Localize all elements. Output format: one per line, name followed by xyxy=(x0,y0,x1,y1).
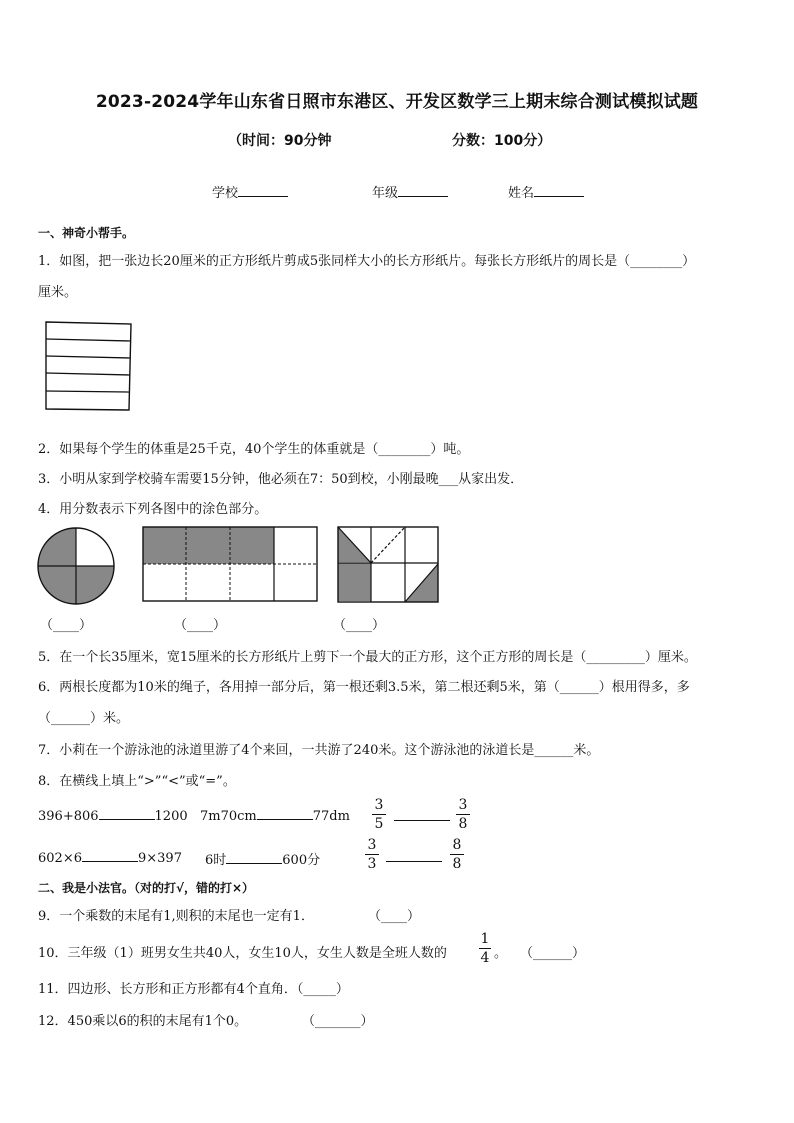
numerator: 3 xyxy=(458,797,468,813)
square-strips-figure xyxy=(44,320,136,414)
question-6-line1: 6．两根长度都为10米的绳子，各用掉一部分后，第一根还剩3.5米，第二根还剩5米，第（______）根用得多，多 xyxy=(38,680,690,695)
q4-answer-3[interactable]: （____） xyxy=(333,618,386,633)
q12-answer[interactable]: （_______） xyxy=(302,1014,374,1029)
compare-blank[interactable] xyxy=(394,808,450,821)
question-8: 8．在横线上填上“>”“<”或“=”。 xyxy=(38,774,236,789)
fraction-3-8 xyxy=(456,797,470,832)
grade-label: 年级 xyxy=(372,186,399,201)
grade-blank[interactable] xyxy=(398,184,448,197)
question-6-line2: （______）米。 xyxy=(38,711,130,726)
compare-left: 602×6 xyxy=(38,851,82,866)
compare-right: 600分 xyxy=(282,853,321,868)
numerator: 1 xyxy=(480,931,490,947)
school-field xyxy=(212,182,288,201)
compare-row1-b xyxy=(200,807,350,824)
compare-left: 396+806 xyxy=(38,809,99,824)
denominator: 5 xyxy=(374,816,384,832)
section-1-title: 一、神奇小帮手。 xyxy=(38,226,135,240)
numerator: 3 xyxy=(374,797,384,813)
school-blank[interactable] xyxy=(238,184,288,197)
question-3: 3．小明从家到学校骑车需要15分钟，他必须在7：50到校，小刚最晚___从家出发． xyxy=(38,472,524,487)
triangle-grid-figure xyxy=(336,525,442,605)
denominator: 4 xyxy=(480,950,490,966)
compare-right: 77dm xyxy=(312,809,350,824)
q4-answer-2[interactable]: （____） xyxy=(174,618,227,633)
denominator: 3 xyxy=(367,856,377,872)
question-12: 12．450乘以6的积的末尾有1个0。 xyxy=(38,1014,248,1029)
q4-answer-1[interactable]: （____） xyxy=(40,618,93,633)
compare-row2-a xyxy=(38,849,182,866)
numerator: 8 xyxy=(452,837,462,853)
rectangle-grid-figure xyxy=(141,525,319,603)
question-11: 11．四边形、长方形和正方形都有4个直角．（_____） xyxy=(38,982,349,997)
compare-right: 1200 xyxy=(154,809,188,824)
compare-left: 7m70cm xyxy=(200,809,257,824)
circle-fraction-figure xyxy=(36,526,116,606)
fraction-3-5 xyxy=(372,797,386,832)
fraction-3-3 xyxy=(365,837,379,872)
question-10-tail: 。 xyxy=(494,946,508,961)
compare-blank[interactable] xyxy=(99,807,155,820)
grade-field xyxy=(372,182,448,201)
compare-right: 9×397 xyxy=(137,851,182,866)
compare-row2-b xyxy=(205,849,320,868)
question-7: 7．小莉在一个游泳池的泳道里游了4个来回，一共游了240米。这个游泳池的泳道长是______米。 xyxy=(38,743,600,758)
section-2-title: 二、我是小法官。（对的打√，错的打×） xyxy=(38,881,255,895)
q10-answer[interactable]: （______） xyxy=(520,946,586,961)
numerator: 3 xyxy=(367,837,377,853)
question-4: 4．用分数表示下列各图中的涂色部分。 xyxy=(38,502,268,517)
fraction-8-8 xyxy=(450,837,464,872)
question-10: 10．三年级（1）班男女生共40人，女生10人，女生人数是全班人数的 xyxy=(38,946,447,961)
question-5: 5．在一个长35厘米，宽15厘米的长方形纸片上剪下一个最大的正方形，这个正方形的周长是（_________）厘米。 xyxy=(38,650,697,665)
name-field xyxy=(508,182,584,201)
compare-blank[interactable] xyxy=(257,807,313,820)
question-2: 2．如果每个学生的体重是25千克，40个学生的体重就是（________）吨。 xyxy=(38,442,470,457)
q9-answer[interactable]: （____） xyxy=(368,909,421,924)
name-blank[interactable] xyxy=(534,184,584,197)
name-label: 姓名 xyxy=(508,186,535,201)
time-limit: （时间：90分钟 xyxy=(228,133,332,149)
compare-row1-a xyxy=(38,807,188,824)
compare-blank[interactable] xyxy=(82,849,138,862)
question-1-line1: 1．如图，把一张边长20厘米的正方形纸片剪成5张同样大小的长方形纸片。每张长方形纸片的周长是（________） xyxy=(38,254,696,269)
page-title: 2023-2024学年山东省日照市东港区、开发区数学三上期末综合测试模拟试题 xyxy=(95,92,699,112)
total-score: 分数：100分） xyxy=(452,133,552,149)
question-1-line2: 厘米。 xyxy=(38,285,78,300)
denominator: 8 xyxy=(458,816,468,832)
denominator: 8 xyxy=(452,856,462,872)
compare-left: 6时 xyxy=(205,853,227,868)
question-9: 9．一个乘数的末尾有1,则积的末尾也一定有1． xyxy=(38,909,314,924)
school-label: 学校 xyxy=(212,186,239,201)
compare-blank[interactable] xyxy=(226,851,282,864)
compare-blank[interactable] xyxy=(386,849,442,862)
fraction-1-4 xyxy=(479,931,491,966)
